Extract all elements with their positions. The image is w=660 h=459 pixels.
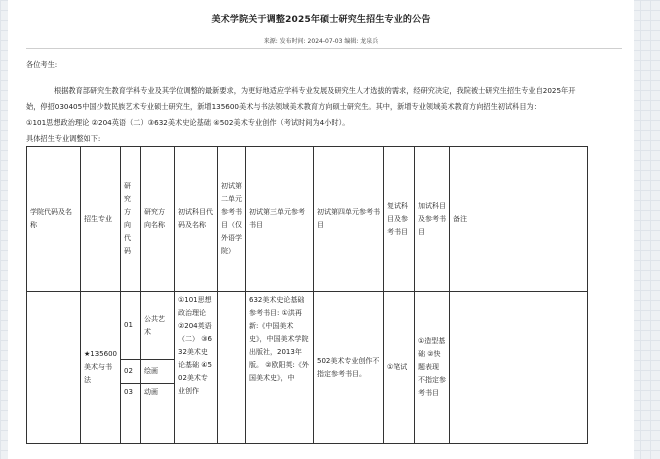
enrollment-table (26, 146, 588, 444)
header-direction-name: 研究方向名称 (141, 147, 175, 292)
salutation: 各位考生: (26, 60, 58, 69)
header-unit2: 初试第二单元参考书目（仅外语学院） (218, 147, 246, 292)
page-title: 美术学院关于调整2025年硕士研究生招生专业的公告 (211, 15, 431, 25)
paragraph-line-1: 根据教育部研究生教育学科专业及其学位调整的最新要求，为更好地适应学科专业发展及研究生人才选拔的需求，经研究决定，我院被士研究生招生专业自2025年开 (54, 86, 576, 95)
college-cell (27, 292, 81, 444)
header-college: 学院代码及名称 (27, 147, 81, 292)
paragraph-line-3: ①101思想政治理论 ②204英语（二）③632美术史论基础 ④502美术专业创作（考试时间为4小时）。 (26, 118, 350, 127)
header-extra: 加试科目及参考书目 (415, 147, 450, 292)
direction-code-cell: 03 (121, 384, 141, 444)
extra-cell: ①造型基础 ②快题表现 不指定参考书目 (415, 292, 450, 444)
paragraph-line-2: 始，停招030405中国少数民族艺术专业硕士研究生，新增135600美术与书法领域美术教育方向硕士研究生。其中，新增专业领域美术教育方向招生初试科目为： (26, 102, 541, 111)
direction-name-cell: 动画 (141, 384, 175, 444)
table-header-row (27, 147, 588, 292)
notes-cell (450, 292, 588, 444)
header-unit4: 初试第四单元参考书目 (314, 147, 384, 292)
direction-code-cell: 01 (121, 292, 141, 360)
paragraph-line-4: 具体招生专业调整如下: (26, 134, 101, 143)
announcement-page (8, 0, 634, 459)
publish-meta: 来源: 发布时间: 2024-07-03 编辑: 龙泉兵 (263, 38, 379, 45)
unit4-cell: 502美术专业创作不指定参考书目。 (314, 292, 384, 444)
divider (26, 48, 622, 49)
direction-name-cell: 公共艺术 (141, 292, 175, 360)
header-notes: 备注 (450, 147, 588, 292)
table-row (27, 292, 588, 360)
unit2-cell (218, 292, 246, 444)
direction-name-cell: 绘画 (141, 360, 175, 384)
subjects-cell: ①101思想政治理论 ②204英语（二） ③632美术史论基础 ④502美术专业创作 (175, 292, 218, 444)
header-retest: 复试科目及参考书目 (384, 147, 415, 292)
header-unit3: 初试第三单元参考书目 (246, 147, 314, 292)
unit3-cell: 632美术史论基础 参考书目: ①洪再新:《中国美术史》，中国美术学院出版社，2013年版。 ②欧阳英:《外国美术史》，中 (246, 292, 314, 444)
retest-cell: ①笔试 (384, 292, 415, 444)
direction-code-cell: 02 (121, 360, 141, 384)
header-direction-code: 研究方向代码 (121, 147, 141, 292)
major-cell: ★135600美术与书法 (81, 292, 121, 444)
header-major: 招生专业 (81, 147, 121, 292)
header-subjects: 初试科目代码及名称 (175, 147, 218, 292)
